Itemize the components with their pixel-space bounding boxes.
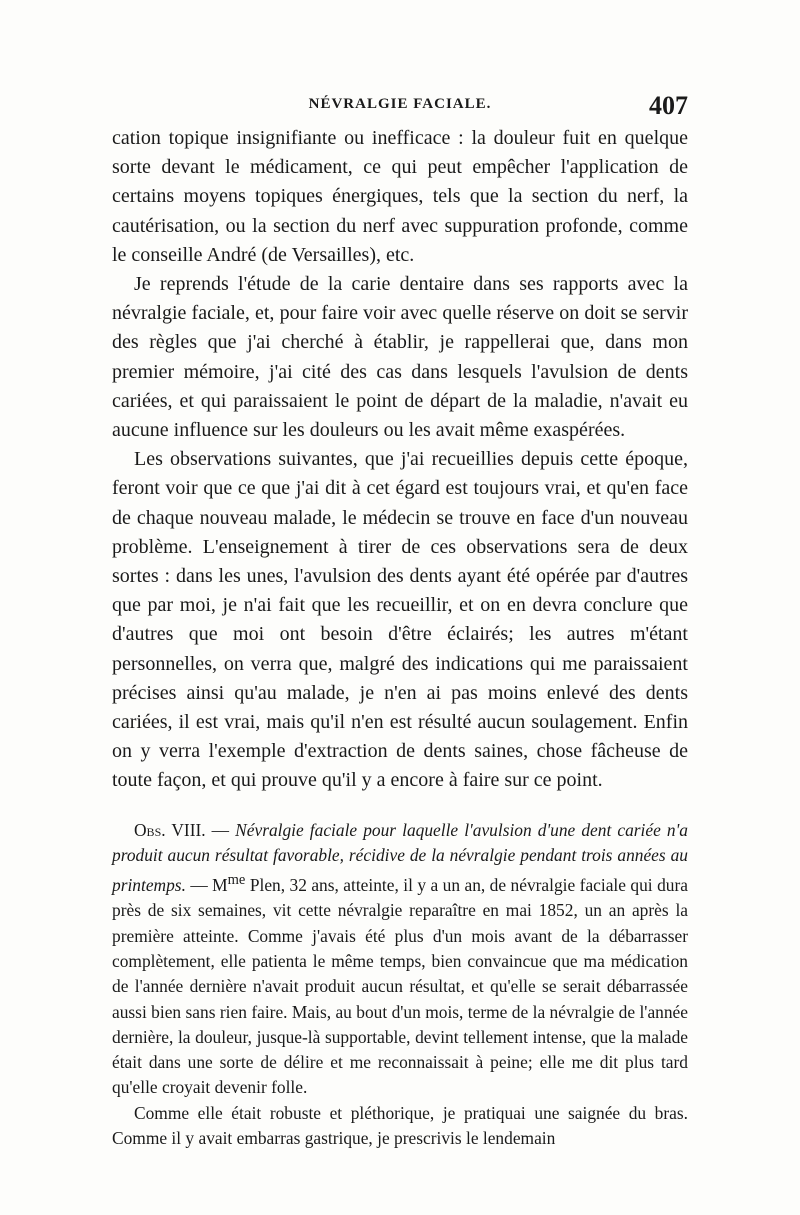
observation-continuation: Comme elle était robuste et pléthorique, je pratiquai une saignée du bras. Comme il y avait embarras gastrique, je prescrivis le lendemain: [112, 1102, 688, 1149]
running-title: NÉVRALGIE FACIALE.: [308, 96, 492, 112]
observation-title-sup: me: [227, 872, 246, 889]
observation-paragraph: [112, 818, 688, 1101]
observation-dash: — M: [190, 875, 228, 896]
observation-title: Névralgie faciale pour laquelle l'avulsion d'une dent cariée n'a produit aucun résultat favorable, récidive de la névralgie pendant trois années au printemps.: [112, 819, 688, 896]
paragraph-observations: Les observations suivantes, que j'ai recueillies depuis cette époque, feront voir que ce que j'ai dit à cet égard est toujours vrai, et qu'en face de chaque nouveau malade, le médecin se trouve en face d'un nouveau problème. L'enseignement à tirer de ces observations sera de deux sortes : dans les unes, l'avulsion des dents ayant été opérée par d'autres que par moi, je n'ai fait que les recueillir, et on en devra conclure que d'autres que moi ont besoin d'être éclairés; les autres m'étant personnelles, on verra que, malgré des indications qui me paraissaient précises ainsi qu'au malade, je n'en ai pas moins enlevé des dents cariées, il est vrai, mais qu'il n'en est résulté aucun soulagement. Enfin on y verra l'exemple d'extraction de dents saines, chose fâcheuse de toute façon, et qui prouve qu'il y a encore à faire sur ce point.: [112, 448, 688, 792]
paragraph-carie-dentaire: Je reprends l'étude de la carie dentaire dans ses rapports avec la névralgie faciale, et, pour faire voir avec quelle réserve on doit se servir des règles que j'ai cherché à établir, je rappellerai que, dans mon premier mémoire, j'ai cité des cas dans lesquels l'avulsion de dents cariées, et qui paraissaient le point de départ de la maladie, n'avait eu aucune influence sur les douleurs ou les avait même exaspérées.: [112, 273, 688, 442]
paragraph-continuation: cation topique insignifiante ou inefficace : la douleur fuit en quelque sorte devant le médicament, ce qui peut empêcher l'application de certains moyens topiques énergiques, tels que la section du nerf, la cautérisation, ou la section du nerf avec suppuration profonde, comme le conseille André (de Versailles), etc.: [112, 127, 688, 266]
observation-label: Obs. VIII. —: [134, 819, 230, 840]
section-gap: [112, 796, 688, 818]
observation-text: Plen, 32 ans, atteinte, il y a un an, de névralgie faciale qui dura près de six semaines, vit cette névralgie reparaître en mai 1852, un an après la première atteinte. Comme j'avais été plus d'un mois avant de la débarrasser complètement, elle patienta le même temps, bien convaincue que ma médication de l'année dernière n'avait produit aucun résultat, et qu'elle se serait débarrassée aussi bien sans rien faire. Mais, au bout d'un mois, terme de la névralgie de l'année dernière, la douleur, jusque-là supportable, devint tellement intense, que la malade était dans une sorte de délire et me reconnaissait à peine; elle me dit plus tard qu'elle croyait devenir folle.: [112, 875, 688, 1098]
page-number: 407: [649, 91, 688, 120]
running-head: [112, 91, 688, 120]
body-text: [112, 124, 688, 1151]
